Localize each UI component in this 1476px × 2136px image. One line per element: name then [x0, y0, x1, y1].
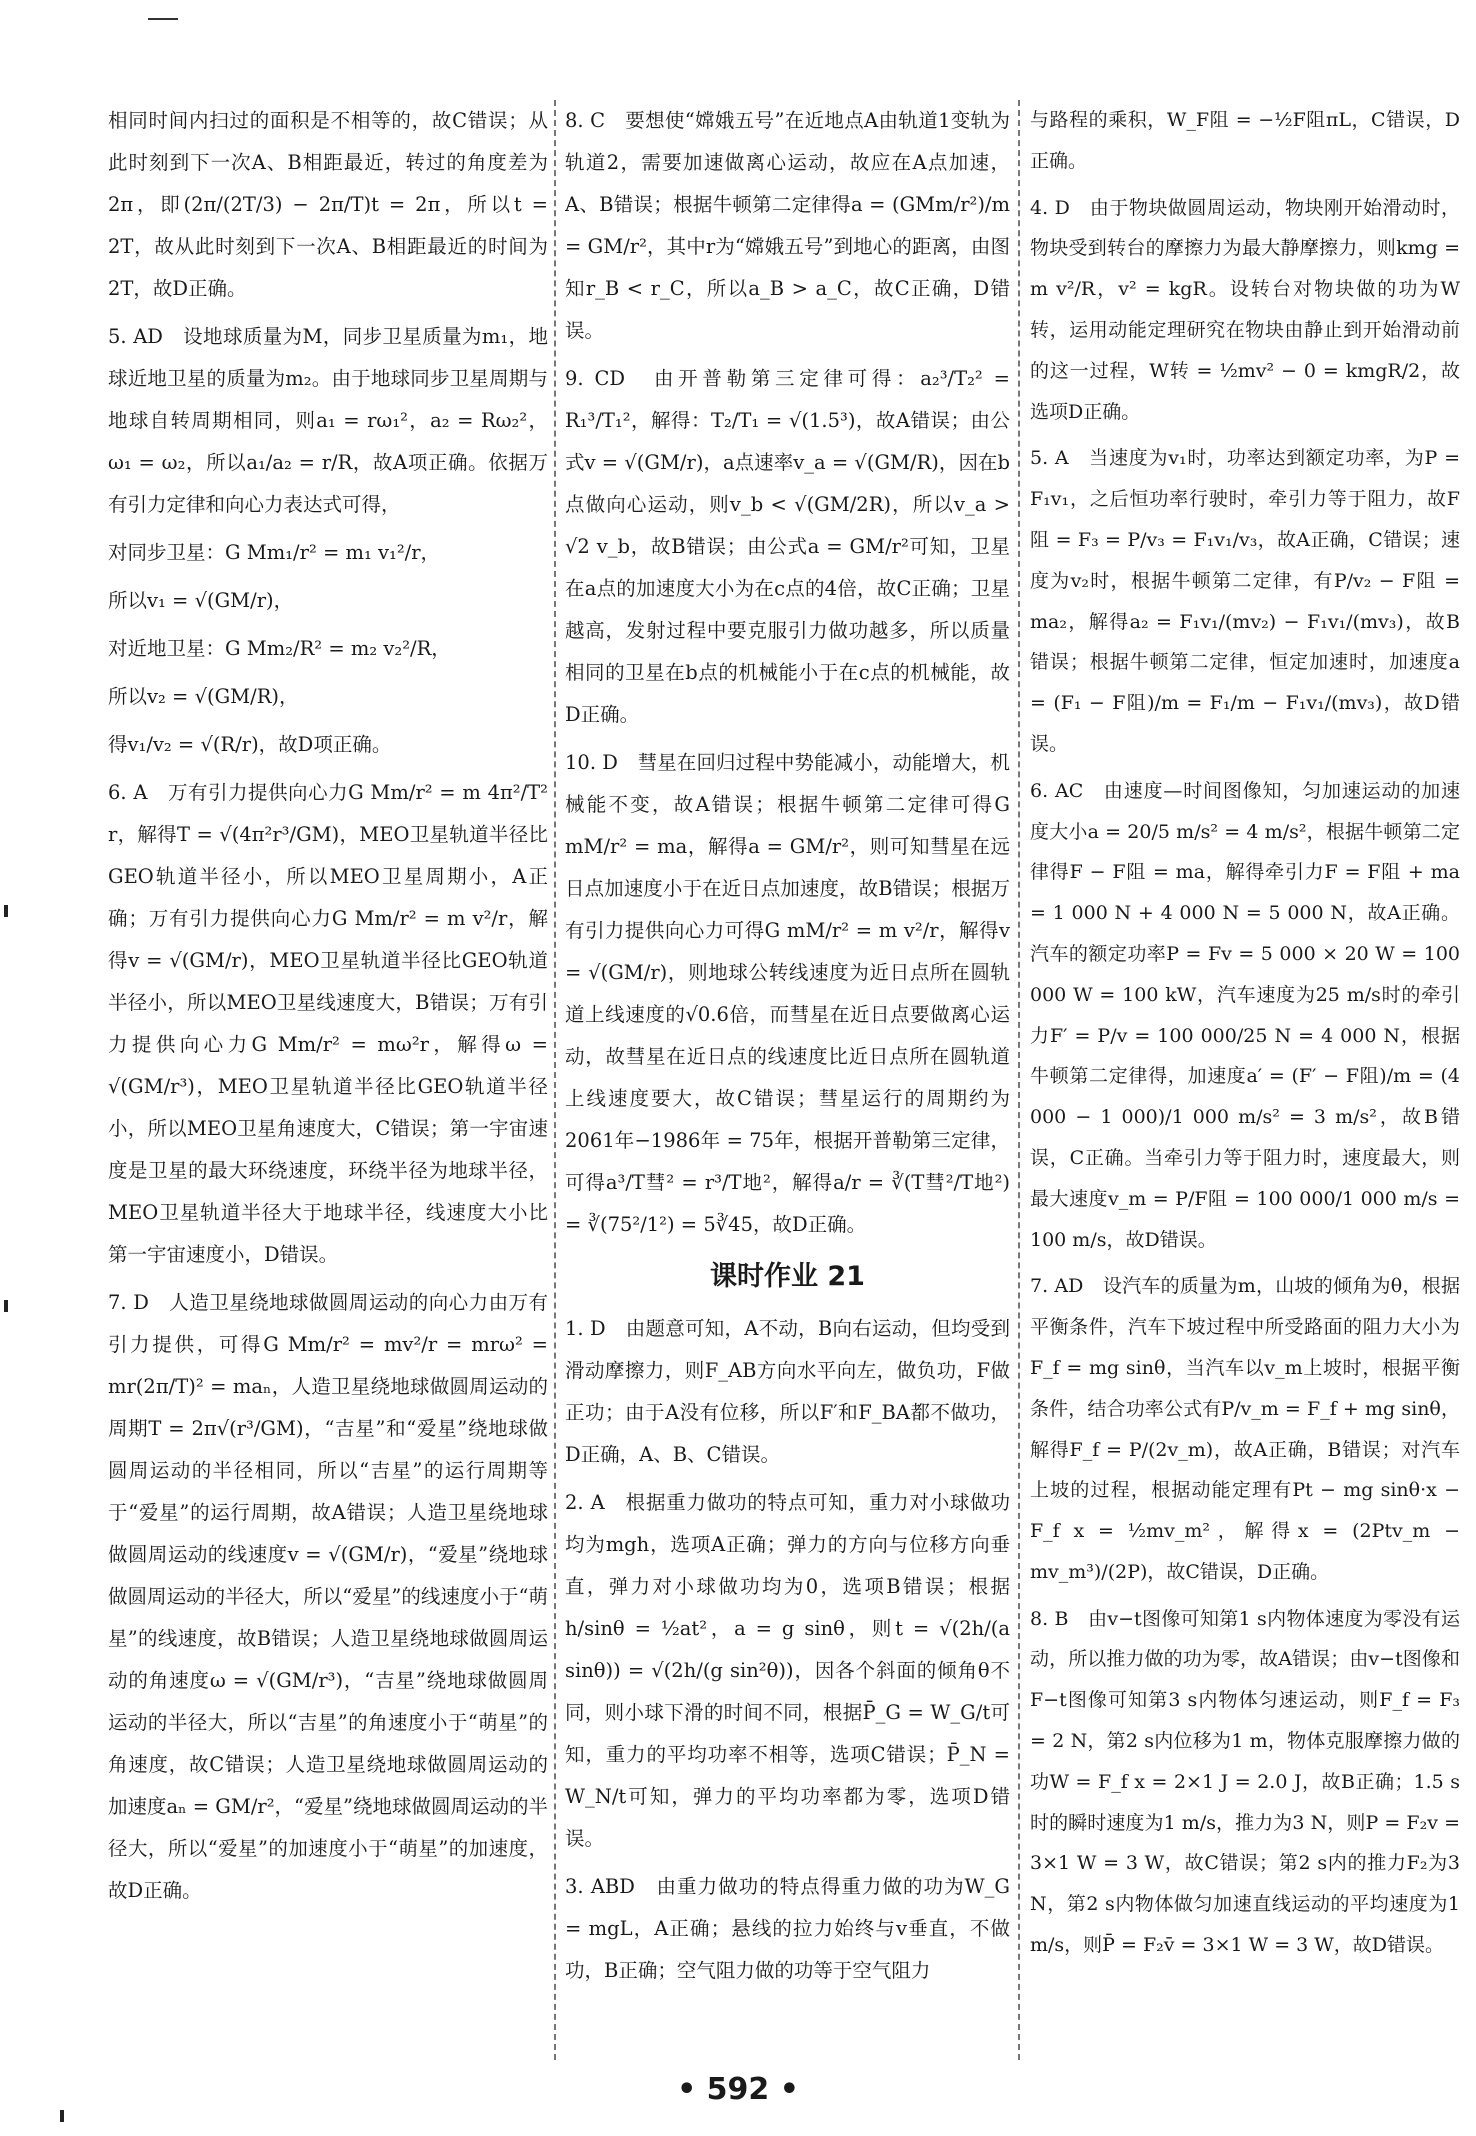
answer-paragraph: 所以v₂ = √(GM/R)，: [108, 685, 299, 708]
answer-paragraph: 8. C 要想使“嫦娥五号”在近地点A由轨道1变轨为轨道2，需要加速做离心运动，故应在A点加速，A、B错误；根据牛顿第二定律得a = (GMm/r²)/m = GM/r²，其中r为“嫦娥五号”到地心的距离，由图知r_B < r_C，所以a_B > a_C，故C正确，D错误。: [565, 109, 1010, 342]
top-rule: [148, 18, 178, 20]
column-right: [1030, 100, 1460, 1972]
answer-paragraph: 所以v₁ = √(GM/r)，: [108, 589, 294, 612]
answer-paragraph: 4. D 由于物块做圆周运动，物块刚开始滑动时，物块受到转台的摩擦力为最大静摩擦力，则kmg = m v²/R，v² = kgR。设转台对物块做的功为W转，运用动能定理研究在物块由静止到开始滑动前的这一过程，W转 = ½mv² − 0 = kmgR/2，故选项D正确。: [1030, 196, 1460, 423]
column-middle: [565, 100, 1010, 1998]
answer-paragraph: 10. D 彗星在回归过程中势能减小，动能增大，机械能不变，故A错误；根据牛顿第二定律可得G mM/r² = ma，解得a = GM/r²，则可知彗星在远日点加速度小于在近日点加速度，故B错误；根据万有引力提供向心力可得G mM/r² = m v²/r，解得v = √(GM/r)，则地球公转线速度为近日点所在圆轨道上线速度的√0.6倍，而彗星在近日点要做离心运动，故彗星在近日点的线速度比近日点所在圆轨道上线速度要大，故C错误；彗星运行的周期约为2061年−1986年 = 75年，根据开普勒第三定律，可得a³/T彗² = r³/T地²，解得a/r = ∛(T彗²/T地²) = ∛(75²/1²) = 5∛45，故D正确。: [565, 751, 1010, 1236]
answer-paragraph: 1. D 由题意可知，A不动，B向右运动，但均受到滑动摩擦力，则F_AB方向水平向左，做负功，F做正功；由于A没有位移，所以F′和F_BA都不做功，D正确，A、B、C错误。: [565, 1317, 1010, 1466]
answer-paragraph: 3. ABD 由重力做功的特点得重力做的功为W_G = mgL，A正确；悬线的拉力始终与v垂直，不做功，B正确；空气阻力做的功等于空气阻力: [565, 1875, 1010, 1982]
edge-mark: [60, 2110, 64, 2122]
answer-paragraph: 2. A 根据重力做功的特点可知，重力对小球做功均为mgh，选项A正确；弹力的方向与位移方向垂直，弹力对小球做功均为0，选项B错误；根据 h/sinθ = ½at²，a = g sinθ，则t = √(2h/(a sinθ)) = √(2h/(g sin²θ))，因各个斜面的倾角θ不同，则小球下滑的时间不同，根据P̄_G = W_G/t可知，重力的平均功率不相等，选项C错误；P̄_N = W_N/t可知，弹力的平均功率都为零，选项D错误。: [565, 1491, 1010, 1850]
column-divider: [1018, 100, 1020, 2060]
column-middle-homework: [565, 1308, 1010, 1992]
edge-mark: [4, 905, 8, 917]
answer-paragraph: 7. AD 设汽车的质量为m，山坡的倾角为θ，根据平衡条件，汽车下坡过程中所受路面的阻力大小为F_f = mg sinθ，当汽车以v_m上坡时，根据平衡条件，结合功率公式有P/v_m = F_f + mg sinθ，解得F_f = P/(2v_m)，故A正确，B错误；对汽车上坡的过程，根据动能定理有Pt − mg sinθ·x − F_f x = ½mv_m²，解得x = (2Ptv_m − mv_m³)/(2P)，故C错误，D正确。: [1030, 1275, 1460, 1583]
answer-paragraph: 9. CD 由开普勒第三定律可得：a₂³/T₂² = R₁³/T₁²，解得：T₂/T₁ = √(1.5³)，故A错误；由公式v = √(GM/r)，a点速率v_a = √(GM/R)，因在b点做向心运动，则v_b < √(GM/2R)，所以v_a > √2 v_b，故B错误；由公式a = GM/r²可知，卫星在a点的加速度大小为在c点的4倍，故C正确；卫星越高，发射过程中要克服引力做功越多，所以质量相同的卫星在b点的机械能小于在c点的机械能，故D正确。: [565, 367, 1010, 726]
answer-paragraph: 5. A 当速度为v₁时，功率达到额定功率，为P = F₁v₁，之后恒功率行驶时，牵引力等于阻力，故F阻 = F₃ = P/v₃ = F₁v₁/v₃，故A正确，C错误；速度为v₂时，根据牛顿第二定律，有P/v₂ − F阻 = ma₂，解得a₂ = F₁v₁/(mv₂) − F₁v₁/(mv₃)，故B错误；根据牛顿第二定律，恒定加速时，加速度a = (F₁ − F阻)/m = F₁/m − F₁v₁/(mv₃)，故D错误。: [1030, 447, 1460, 755]
answer-paragraph: 6. AC 由速度—时间图像知，匀加速运动的加速度大小a = 20/5 m/s² = 4 m/s²，根据牛顿第二定律得F − F阻 = ma，解得牵引力F = F阻 + ma = 1 000 N + 4 000 N = 5 000 N，故A正确。汽车的额定功率P = Fv = 5 000 × 20 W = 100 000 W = 100 kW，汽车速度为25 m/s时的牵引力F′ = P/v = 100 000/25 N = 4 000 N，根据牛顿第二定律得，加速度a′ = (F′ − F阻)/m = (4 000 − 1 000)/1 000 m/s² = 3 m/s²，故B错误，C正确。当牵引力等于阻力时，速度最大，则最大速度v_m = P/F阻 = 100 000/1 000 m/s = 100 m/s，故D错误。: [1030, 779, 1460, 1251]
answer-paragraph: 8. B 由v−t图像可知第1 s内物体速度为零没有运动，所以推力做的功为零，故A错误；由v−t图像和F−t图像可知第3 s内物体匀速运动，则F_f = F₃ = 2 N，第2 s内位移为1 m，物体克服摩擦力做的功W = F_f x = 2×1 J = 2.0 J，故B正确；1.5 s时的瞬时速度为1 m/s，推力为3 N，则P = F₂v = 3×1 W = 3 W，故C错误；第2 s内的推力F₂为3 N，第2 s内物体做匀加速直线运动的平均速度为1 m/s，则P̄ = F₂v̄ = 3×1 W = 3 W，故D错误。: [1030, 1607, 1460, 1957]
edge-mark: [4, 1300, 8, 1312]
column-divider: [554, 100, 556, 2060]
answer-paragraph: 得v₁/v₂ = √(R/r)，故D项正确。: [108, 733, 392, 756]
column-left: [108, 100, 548, 1918]
answer-paragraph: 与路程的乘积，W_F阻 = −½F阻πL，C错误，D正确。: [1030, 109, 1460, 172]
answer-paragraph: 相同时间内扫过的面积是不相等的，故C错误；从此时刻到下一次A、B相距最近，转过的角度差为2π，即(2π/(2T/3) − 2π/T)t = 2π，所以t = 2T，故从此时刻到下一次A、B相距最近的时间为2T，故D正确。: [108, 109, 548, 300]
answer-paragraph: 7. D 人造卫星绕地球做圆周运动的向心力由万有引力提供，可得G Mm/r² = mv²/r = mrω² = mr(2π/T)² = maₙ，人造卫星绕地球做圆周运动的周期T = 2π√(r³/GM)，“吉星”和“爱星”绕地球做圆周运动的半径相同，所以“吉星”的运行周期等于“爱星”的运行周期，故A错误；人造卫星绕地球做圆周运动的线速度v = √(GM/r)，“爱星”绕地球做圆周运动的半径大，所以“爱星”的线速度小于“萌星”的线速度，故B错误；人造卫星绕地球做圆周运动的角速度ω = √(GM/r³)，“吉星”绕地球做圆周运动的半径大，所以“吉星”的角速度小于“萌星”的角速度，故C错误；人造卫星绕地球做圆周运动的加速度aₙ = GM/r²，“爱星”绕地球做圆周运动的半径大，所以“爱星”的加速度小于“萌星”的加速度，故D正确。: [108, 1291, 548, 1902]
page-number: • 592 •: [677, 2072, 799, 2107]
answer-paragraph: 对近地卫星：G Mm₂/R² = m₂ v₂²/R，: [108, 637, 451, 660]
answer-paragraph: 5. AD 设地球质量为M，同步卫星质量为m₁，地球近地卫星的质量为m₂。由于地球同步卫星周期与地球自转周期相同，则a₁ = rω₁²，a₂ = Rω₂²，ω₁ = ω₂，所以a₁/a₂ = r/R，故A项正确。依据万有引力定律和向心力表达式可得，: [108, 325, 548, 516]
answer-paragraph: 6. A 万有引力提供向心力G Mm/r² = m 4π²/T² r，解得T = √(4π²r³/GM)，MEO卫星轨道半径比GEO轨道半径小，所以MEO卫星周期小，A正确；万有引力提供向心力G Mm/r² = m v²/r，解得v = √(GM/r)，MEO卫星轨道半径比GEO轨道半径小，所以MEO卫星线速度大，B错误；万有引力提供向心力G Mm/r² = mω²r，解得ω = √(GM/r³)，MEO卫星轨道半径比GEO轨道半径小，所以MEO卫星角速度大，C错误；第一宇宙速度是卫星的最大环绕速度，环绕半径为地球半径，MEO卫星轨道半径大于地球半径，线速度大小比第一宇宙速度小，D错误。: [108, 781, 548, 1266]
section-title: 课时作业 21: [710, 1261, 865, 1292]
answer-paragraph: 对同步卫星：G Mm₁/r² = m₁ v₁²/r，: [108, 541, 441, 564]
column-middle-answers: [565, 100, 1010, 1246]
